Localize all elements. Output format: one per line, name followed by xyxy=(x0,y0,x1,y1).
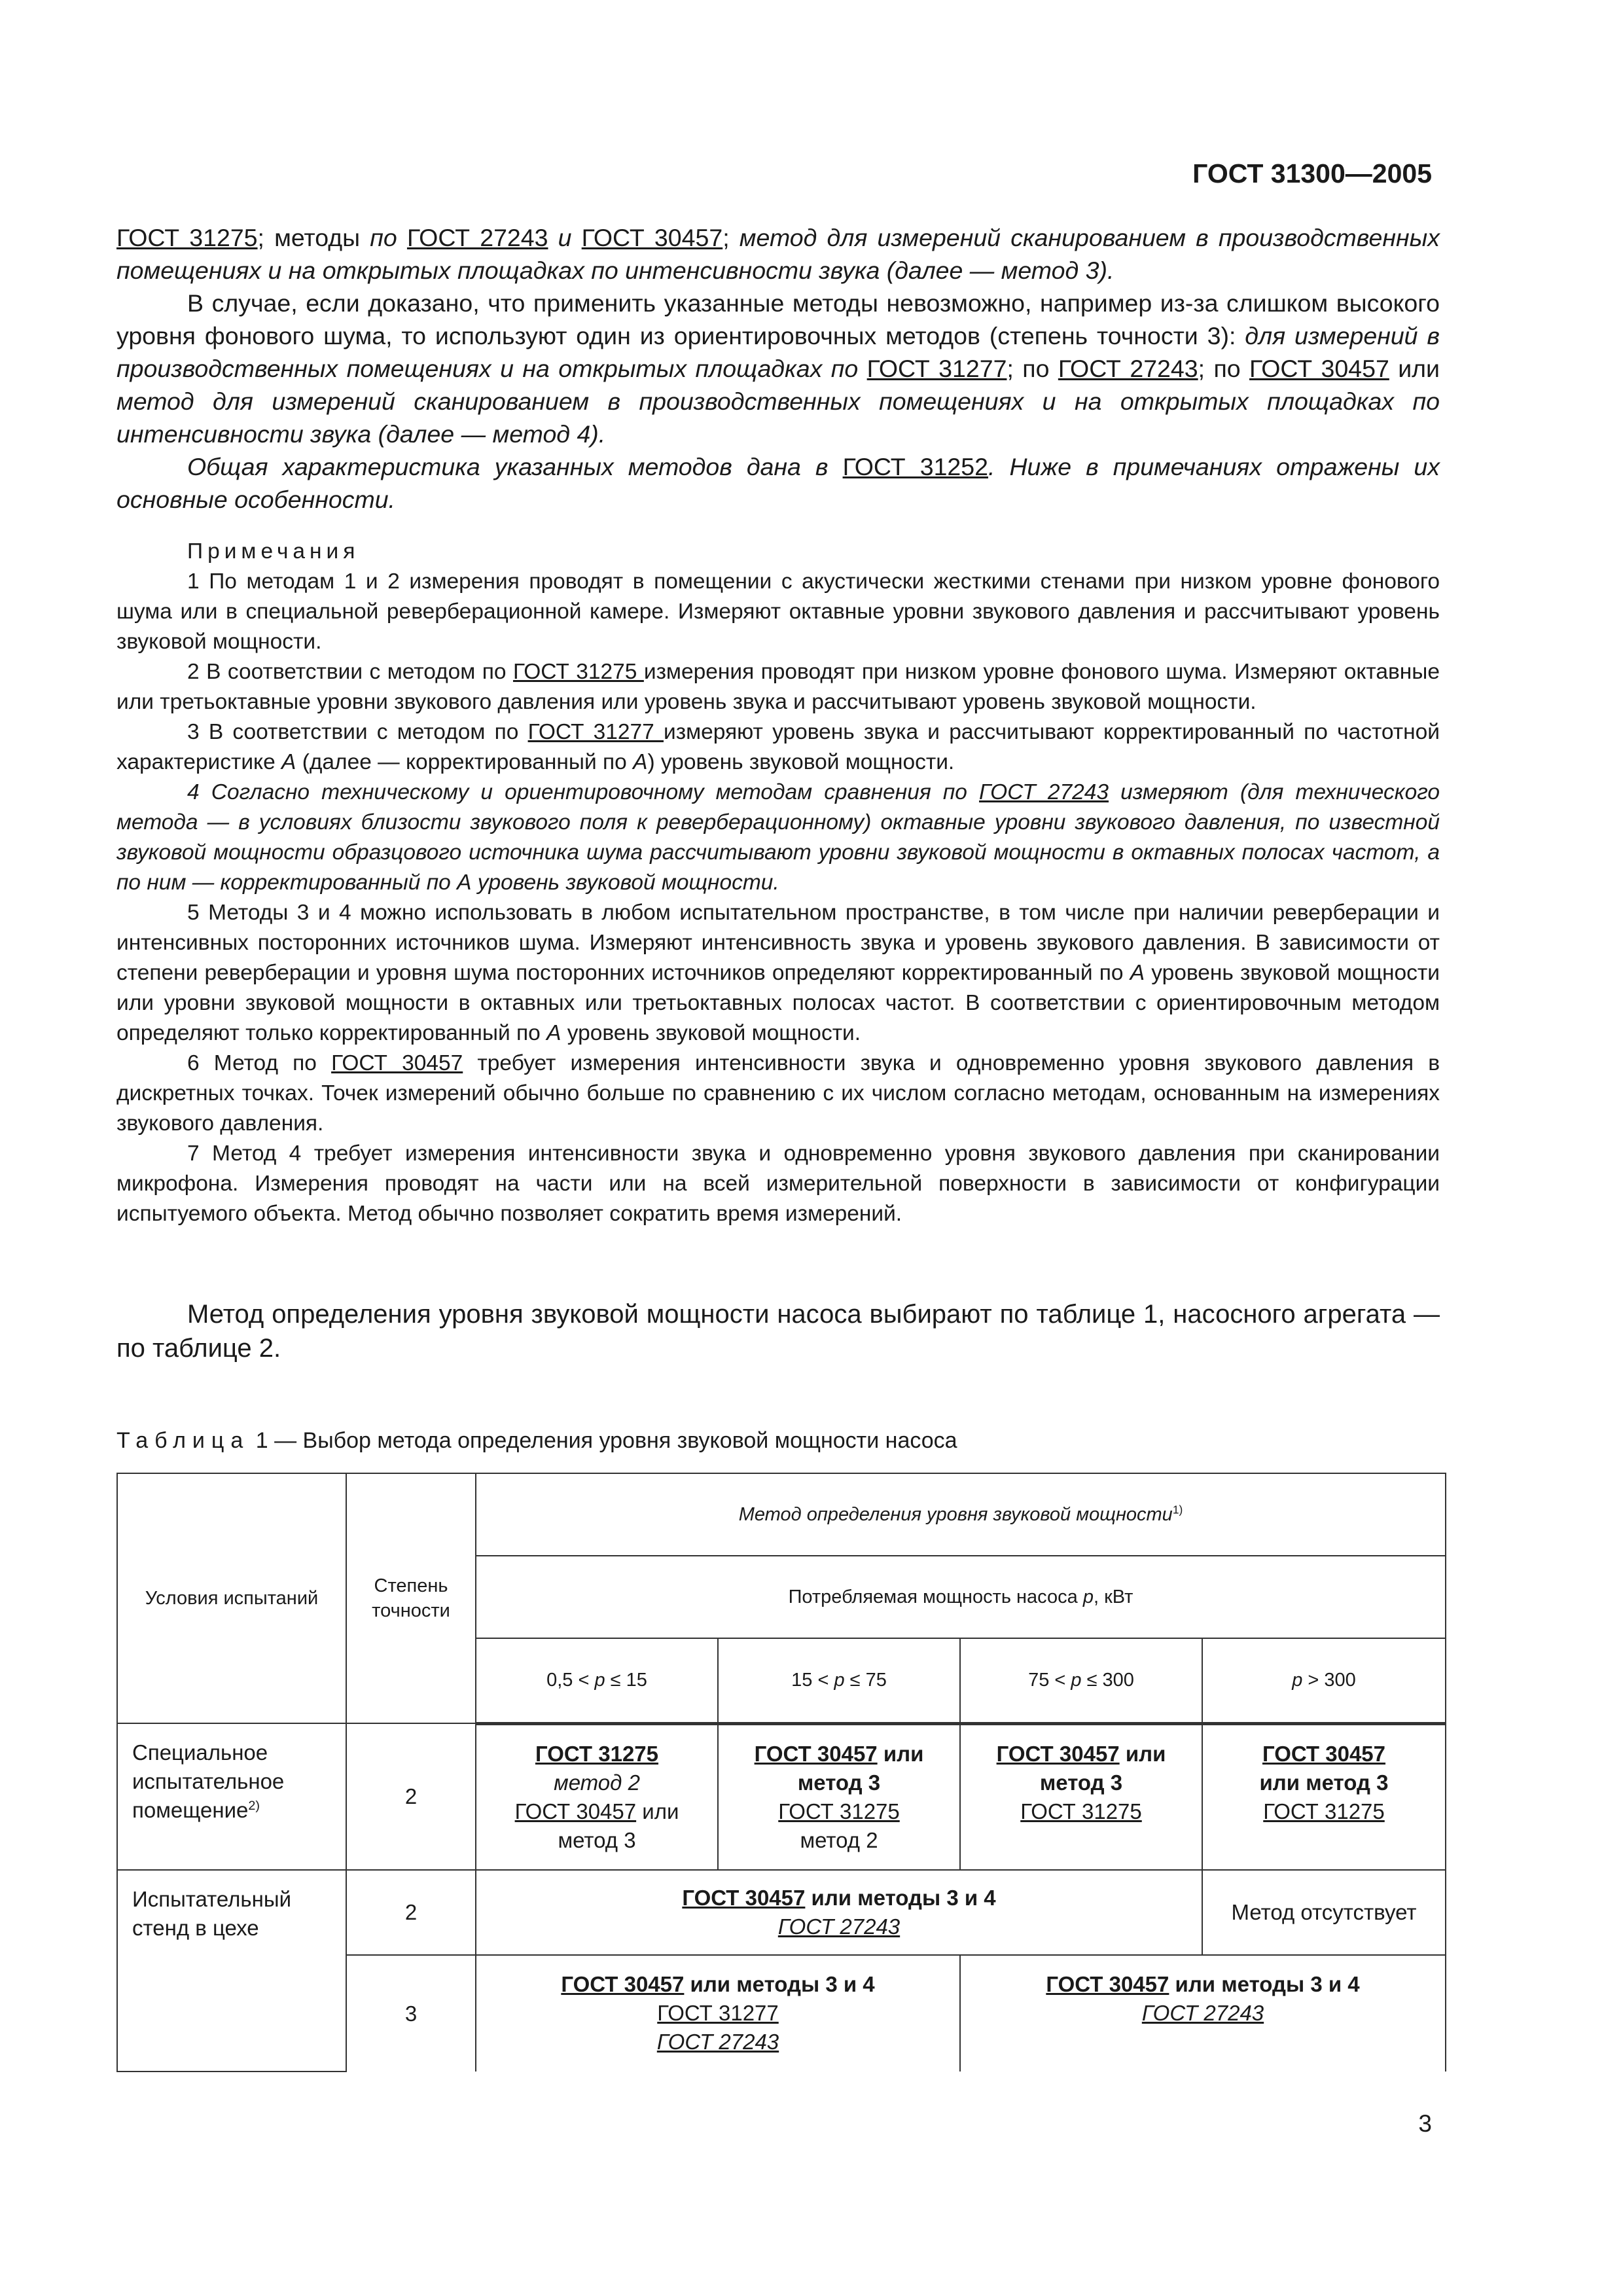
ref-link[interactable]: ГОСТ 31275 xyxy=(535,1741,659,1766)
header-power: Потребляемая мощность насоса p, кВт xyxy=(476,1556,1446,1638)
ref-link[interactable]: ГОСТ 31252 xyxy=(842,453,988,480)
ref-link[interactable]: ГОСТ 30457 xyxy=(514,1799,637,1823)
table-row xyxy=(117,1723,1446,1870)
table-caption: Таблица 1 — Выбор метода определения уровня звуковой мощности насоса xyxy=(116,1428,957,1453)
cell-conditions: Специальное испытательное помещение$^{2)}$ xyxy=(117,1723,346,1870)
method-selection-table xyxy=(116,1473,1446,2072)
table-header-row xyxy=(117,1473,1446,1556)
cell-method: ГОСТ 30457 или метод 3 ГОСТ 31275 xyxy=(1202,1723,1446,1870)
ref-link[interactable]: ГОСТ 30457 xyxy=(1262,1741,1386,1766)
note-4: 4 Согласно техническому и ориентировочному методам сравнения по ГОСТ 27243 измеряют (для технического метода — в условиях близости звукового поля к реверберационному) октавные уровни звукового давления, по известной звуковой мощности образцового источника шума рассчитывают уровни звуковой мощности в октавных полосах частот, а по ним — корректированный по А уровень звуковой мощности. xyxy=(116,780,1440,895)
cell-accuracy: 2 xyxy=(346,1870,476,1955)
cell-method: ГОСТ 30457 или методы 3 и 4 ГОСТ 31277 ГОСТ 27243 xyxy=(476,1955,960,2072)
table-row xyxy=(117,1870,1446,1955)
body-text xyxy=(116,221,1440,516)
cell-method: ГОСТ 30457 или методы 3 и 4 ГОСТ 27243 xyxy=(960,1955,1446,2072)
ref-link[interactable]: ГОСТ 31275 xyxy=(512,660,644,684)
note-6: 6 Метод по ГОСТ 30457 требует измерения интенсивности звука и одновременно уровня звукового давления в дискретных точках. Точек измерений обычно больше по сравнению с их числом согласно методам, основанным на измерениях звукового давления. xyxy=(116,1051,1440,1136)
ref-link[interactable]: ГОСТ 30457 xyxy=(996,1741,1120,1766)
cell-method: ГОСТ 30457 или методы 3 и 4 ГОСТ 27243 xyxy=(476,1870,1202,1955)
cell-method: ГОСТ 31275 метод 2 ГОСТ 30457 или метод 3 xyxy=(476,1723,718,1870)
ref-link[interactable]: ГОСТ 27243 xyxy=(979,780,1109,804)
ref-link[interactable]: ГОСТ 31275 xyxy=(1020,1799,1142,1823)
power-range: 75 < p ≤ 300 xyxy=(960,1638,1202,1723)
cell-method: ГОСТ 30457 или метод 3 ГОСТ 31275 xyxy=(960,1723,1202,1870)
power-range: 15 < p ≤ 75 xyxy=(718,1638,960,1723)
ref-link[interactable]: ГОСТ 27243 xyxy=(1141,2001,1264,2025)
page-number: 3 xyxy=(1418,2110,1432,2137)
paragraph-3: Общая характеристика указанных методов дана в ГОСТ 31252. Ниже в примечаниях отражены их основные особенности. xyxy=(116,453,1440,513)
ref-link[interactable]: ГОСТ 31277 xyxy=(866,355,1007,382)
table-intro: Метод определения уровня звуковой мощности насоса выбирают по таблице 1, насосного агрегата — по таблице 2. xyxy=(116,1300,1440,1363)
note-3: 3 В соответствии с методом по ГОСТ 31277 измеряют уровень звука и рассчитывают корректированный по частотной характеристике А (далее — корректированный по А) уровень звуковой мощности. xyxy=(116,720,1440,774)
notes-title: Примечания xyxy=(187,539,360,564)
cell-method: Метод отсутствует xyxy=(1202,1870,1446,1955)
header-accuracy: Степень точности xyxy=(346,1473,476,1723)
ref-link[interactable]: ГОСТ 27243 xyxy=(1058,355,1198,382)
cell-accuracy: 2 xyxy=(346,1723,476,1870)
notes-section xyxy=(116,537,1440,1229)
ref-link[interactable]: ГОСТ 27243 xyxy=(406,224,548,251)
ref-link[interactable]: ГОСТ 30457 xyxy=(1046,1972,1169,1996)
header-method: Метод определения уровня звуковой мощности$^{1)}$ xyxy=(476,1473,1446,1556)
ref-link[interactable]: ГОСТ 31275 xyxy=(778,1799,900,1823)
ref-link[interactable]: ГОСТ 30457 xyxy=(754,1741,878,1766)
paragraph-2: В случае, если доказано, что применить указанные методы невозможно, например из-за слишком высокого уровня фонового шума, то используют один из ориентировочных методов (степень точности 3): для измерений в производственных помещениях и на открытых площадках по ГОСТ 31277; по ГОСТ 27243; по ГОСТ 30457 или метод для измерений сканированием в производственных помещениях и на открытых площадках по интенсивности звука (далее — метод 4). xyxy=(116,289,1440,448)
ref-link[interactable]: ГОСТ 31277 xyxy=(527,720,664,744)
power-range: 0,5 < p ≤ 15 xyxy=(476,1638,718,1723)
document-id-header: ГОСТ 31300—2005 xyxy=(1192,158,1432,188)
ref-link[interactable]: ГОСТ 30457 xyxy=(1249,355,1389,382)
ref-link[interactable]: ГОСТ 27243 xyxy=(777,1914,901,1939)
power-range: p > 300 xyxy=(1202,1638,1446,1723)
cell-conditions: Испытательный стенд в цехе xyxy=(117,1870,346,2072)
note-7: 7 Метод 4 требует измерения интенсивности звука и одновременно уровня звукового давления при сканировании микрофона. Измерения проводят на части или на всей измерительной поверхности в зависимости от конфигурации испытуемого объекта. Метод обычно позволяет сократить время измерений. xyxy=(116,1141,1440,1226)
note-5: 5 Методы 3 и 4 можно использовать в любом испытательном пространстве, в том числе при наличии реверберации и интенсивных посторонних источников шума. Измеряют интенсивность звука и уровень звукового давления. В зависимости от степени реверберации и уровня шума посторонних источников определяют корректированный по А уровень звуковой мощности или уровни звуковой мощности в октавных или третьоктавных полосах частот. В соответствии с ориентировочным методом определяют только корректированный по А уровень звуковой мощности. xyxy=(116,901,1440,1045)
cell-method: ГОСТ 30457 или метод 3 ГОСТ 31275 метод 2 xyxy=(718,1723,960,1870)
paragraph-1: ГОСТ 31275; методы по ГОСТ 27243 и ГОСТ 30457; метод для измерений сканированием в производственных помещениях и на открытых площадках по интенсивности звука (далее — метод 3). xyxy=(116,224,1440,284)
ref-link[interactable]: ГОСТ 31275 xyxy=(116,224,258,251)
ref-link[interactable]: ГОСТ 31275 xyxy=(1263,1799,1385,1823)
cell-accuracy: 3 xyxy=(346,1955,476,2072)
note-1: 1 По методам 1 и 2 измерения проводят в помещении с акустически жесткими стенами при низком уровне фонового шума или в специальной реверберационной камере. Измеряют октавные уровни звукового давления и рассчитывают уровень звуковой мощности. xyxy=(116,569,1440,654)
ref-link[interactable]: ГОСТ 30457 xyxy=(331,1051,463,1075)
ref-link[interactable]: ГОСТ 30457 xyxy=(682,1886,806,1910)
note-2: 2 В соответствии с методом по ГОСТ 31275 измерения проводят при низком уровне фонового шума. Измеряют октавные или третьоктавные уровни звукового давления или уровень звука и рассчитывают уровень звуковой мощности. xyxy=(116,660,1440,714)
ref-link[interactable]: ГОСТ 27243 xyxy=(656,2030,779,2054)
ref-link[interactable]: ГОСТ 31277 xyxy=(657,2001,779,2025)
ref-link[interactable]: ГОСТ 30457 xyxy=(561,1972,685,1996)
header-conditions: Условия испытаний xyxy=(117,1473,346,1723)
ref-link[interactable]: ГОСТ 30457 xyxy=(581,224,723,251)
